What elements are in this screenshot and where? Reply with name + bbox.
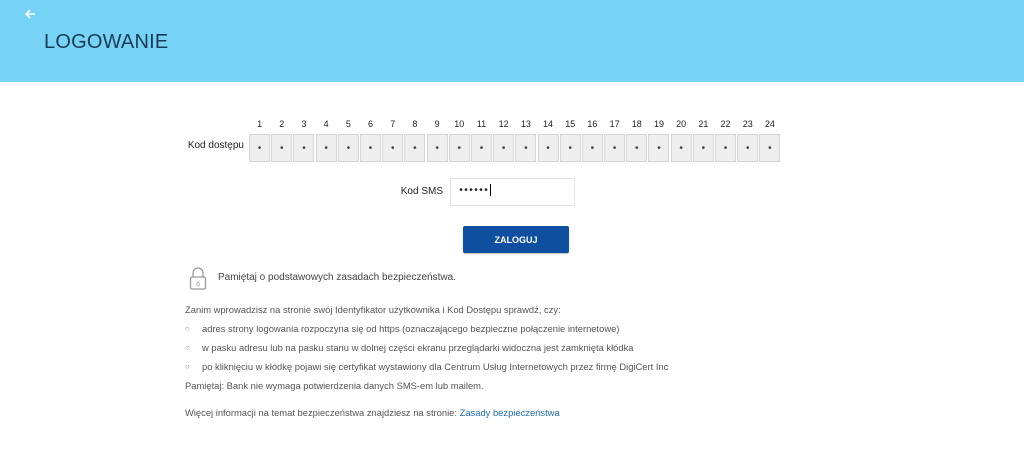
access-code-position — [338, 118, 359, 162]
position-number: 23 — [742, 119, 753, 129]
position-number: 15 — [565, 119, 576, 129]
position-number: 14 — [543, 119, 554, 129]
access-code-position — [360, 118, 381, 162]
access-code-position — [604, 118, 625, 162]
access-code-position — [293, 118, 314, 162]
access-code-digit-input[interactable]: • — [737, 134, 758, 162]
position-number: 3 — [301, 119, 307, 129]
position-number: 18 — [631, 119, 642, 129]
security-reminder: Pamiętaj o podstawowych zasadach bezpieczeństwa. — [218, 272, 456, 283]
position-number: 8 — [412, 119, 418, 129]
sms-code-value: •••••• — [458, 186, 489, 197]
access-code-digit-input[interactable]: • — [427, 134, 448, 162]
more-info-label: Więcej informacji na temat bezpieczeństwa znajdziesz na stronie: — [185, 407, 460, 418]
access-code-digit-input[interactable]: • — [293, 134, 314, 162]
access-code-digit-input[interactable]: • — [471, 134, 492, 162]
position-number: 11 — [476, 119, 487, 129]
access-code-digit-input[interactable]: • — [449, 134, 470, 162]
page-title: LOGOWANIE — [44, 31, 169, 53]
access-code-digit-input[interactable]: • — [271, 134, 292, 162]
access-code-digit-input[interactable]: • — [715, 134, 736, 162]
access-code-position — [271, 118, 292, 162]
text-caret — [490, 184, 491, 196]
sms-notice: Pamiętaj: Bank nie wymaga potwierdzenia danych SMS-em lub mailem. — [185, 380, 484, 391]
position-number: 22 — [720, 119, 731, 129]
access-code-digit-input[interactable]: • — [249, 134, 270, 162]
access-code-digit-input[interactable]: • — [538, 134, 559, 162]
access-code-digit-input[interactable]: • — [671, 134, 692, 162]
position-number: 7 — [390, 119, 396, 129]
access-code-digit-input[interactable]: • — [648, 134, 669, 162]
access-code-position — [404, 118, 425, 162]
header-bar — [0, 0, 1024, 82]
access-code-digit-input[interactable]: • — [338, 134, 359, 162]
access-code-digit-input[interactable]: • — [404, 134, 425, 162]
access-code-digit-input[interactable]: • — [360, 134, 381, 162]
access-code-grid — [249, 118, 781, 162]
security-policy-link[interactable]: Zasady bezpieczeństwa — [459, 407, 560, 418]
position-number: 16 — [587, 119, 598, 129]
position-number: 6 — [368, 119, 374, 129]
access-code-digit-input[interactable]: • — [693, 134, 714, 162]
security-intro: Zanim wprowadzisz na stronie swój Identyfikator użytkownika i Kod Dostępu sprawdź, czy: — [185, 304, 561, 315]
access-code-position — [737, 118, 758, 162]
position-number: 2 — [279, 119, 285, 129]
position-number: 13 — [520, 119, 531, 129]
access-code-position — [715, 118, 736, 162]
bullet-icon: ○ — [185, 343, 190, 352]
bullet-icon: ○ — [185, 324, 190, 333]
access-code-position — [537, 118, 558, 162]
svg-text:0: 0 — [196, 282, 200, 289]
sms-code-input[interactable] — [450, 178, 575, 206]
position-number: 9 — [434, 119, 440, 129]
access-code-position — [427, 118, 448, 162]
access-code-position — [626, 118, 647, 162]
access-code-position — [582, 118, 603, 162]
security-check-padlock: w pasku adresu lub na pasku stanu w dolnej części ekranu przeglądarki widoczna jest zamknięta kłódka — [202, 342, 634, 353]
access-code-position — [471, 118, 492, 162]
position-number: 17 — [609, 119, 620, 129]
access-code-digit-input[interactable]: • — [382, 134, 403, 162]
access-code-position — [671, 118, 692, 162]
sms-code-label: Kod SMS — [400, 186, 443, 197]
position-number: 1 — [257, 119, 263, 129]
access-code-digit-input[interactable]: • — [626, 134, 647, 162]
access-code-digit-input[interactable]: • — [515, 134, 536, 162]
access-code-position — [316, 118, 337, 162]
access-code-position — [560, 118, 581, 162]
position-number: 24 — [764, 119, 775, 129]
access-code-digit-input[interactable]: • — [493, 134, 514, 162]
access-code-digit-input[interactable]: • — [582, 134, 603, 162]
access-code-digit-input[interactable]: • — [604, 134, 625, 162]
padlock-icon — [188, 266, 208, 290]
security-check-https: adres strony logowania rozpoczyna się od https (oznaczającego bezpieczne połączenie internetowe) — [202, 323, 620, 334]
access-code-position — [249, 118, 270, 162]
position-number: 19 — [653, 119, 664, 129]
login-button[interactable]: ZALOGUJ — [463, 226, 569, 253]
position-number: 4 — [323, 119, 329, 129]
position-number: 21 — [698, 119, 709, 129]
position-number: 5 — [345, 119, 351, 129]
access-code-position — [449, 118, 470, 162]
access-code-position — [759, 118, 780, 162]
position-number: 10 — [454, 119, 465, 129]
more-info-text — [185, 407, 560, 418]
bullet-icon: ○ — [185, 362, 190, 371]
back-button[interactable] — [20, 4, 40, 24]
position-number: 12 — [498, 119, 509, 129]
arrow-left-icon — [24, 8, 36, 20]
access-code-position — [693, 118, 714, 162]
access-code-position — [382, 118, 403, 162]
access-code-digit-input[interactable]: • — [759, 134, 780, 162]
position-number: 20 — [676, 119, 687, 129]
access-code-position — [493, 118, 514, 162]
access-code-digit-input[interactable]: • — [316, 134, 337, 162]
access-code-position — [648, 118, 669, 162]
access-code-label: Kod dostępu — [187, 140, 244, 151]
access-code-digit-input[interactable]: • — [560, 134, 581, 162]
security-check-certificate: po kliknięciu w kłódkę pojawi się certyfikat wystawiony dla Centrum Usług Internetowych przez firmę DigiCert Inc — [202, 361, 669, 372]
access-code-position — [515, 118, 536, 162]
